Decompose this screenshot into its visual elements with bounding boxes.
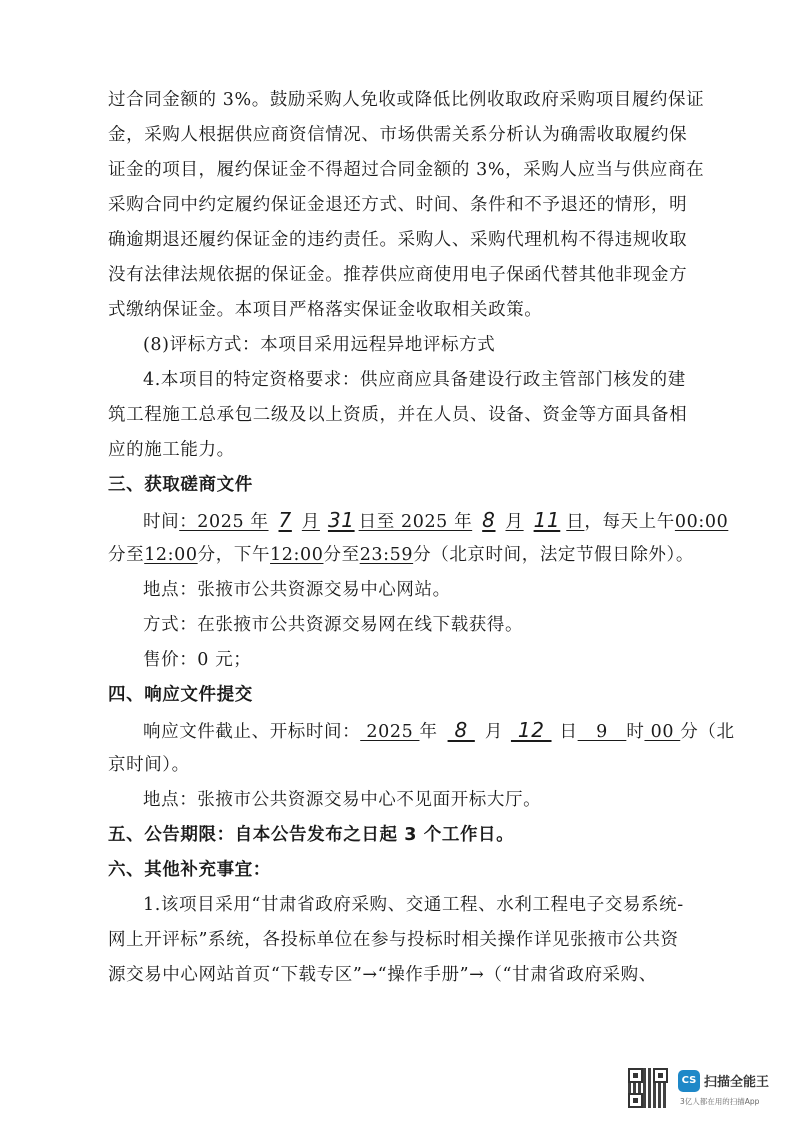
text-line: 4.本项目的特定资格要求：供应商应具备建设行政主管部门核发的建 bbox=[143, 370, 686, 390]
acquisition-time-cont bbox=[108, 543, 693, 567]
afternoon-start: 12:00 bbox=[270, 545, 324, 565]
deadline-minute: 00 bbox=[644, 722, 681, 742]
text-fragment: 分至 bbox=[108, 545, 145, 565]
submission-deadline bbox=[143, 718, 735, 744]
deadline-day: 12 bbox=[510, 718, 552, 742]
month-label: 月 bbox=[505, 512, 524, 532]
section-heading: 六、其他补充事宜： bbox=[108, 860, 271, 880]
evaluation-method: (8)评标方式：本项目采用远程异地评标方式 bbox=[143, 335, 496, 355]
end-day: 11 bbox=[533, 508, 561, 532]
time-tail: ，每天上午 bbox=[584, 512, 675, 532]
watermark-tagline: 3亿人都在用的扫描App bbox=[680, 1097, 760, 1106]
text-fragment: 分至 bbox=[323, 545, 360, 565]
acquisition-price: 售价：0 元； bbox=[143, 650, 252, 670]
opening-location: 地点：张掖市公共资源交易中心不见面开标大厅。 bbox=[143, 790, 542, 810]
acquisition-time bbox=[143, 508, 729, 534]
watermark-name: 扫描全能王 bbox=[704, 1075, 770, 1090]
end-month: 8 bbox=[482, 508, 496, 532]
text-line: 网上开评标”系统，各投标单位在参与投标时相关操作详见张掖市公共资 bbox=[108, 930, 679, 950]
text-fragment: 分（北京时间，法定节假日除外）。 bbox=[413, 545, 694, 565]
month-label: 月 bbox=[484, 722, 503, 742]
afternoon-end: 23:59 bbox=[359, 545, 414, 565]
morning-start: 00:00 bbox=[674, 512, 729, 532]
day-label: 日 bbox=[566, 512, 585, 532]
deadline-month: 8 bbox=[447, 718, 475, 742]
section-heading: 三、获取磋商文件 bbox=[108, 475, 253, 495]
deadline-hour: 9 bbox=[577, 722, 627, 742]
section-heading: 四、响应文件提交 bbox=[108, 685, 253, 705]
deadline-year: 2025 bbox=[360, 722, 420, 742]
text-fragment: 分，下午 bbox=[197, 545, 271, 565]
time-prefix: 时间 bbox=[143, 512, 180, 532]
hour-label: 时 bbox=[626, 722, 645, 742]
start-month: 7 bbox=[278, 508, 292, 532]
text-line: 源交易中心网站首页“下载专区”→“操作手册”→（“甘肃省政府采购、 bbox=[108, 965, 657, 985]
text-line: 确逾期退还履约保证金的违约责任。采购人、采购代理机构不得违规收取 bbox=[108, 230, 688, 250]
text-line: 1.该项目采用“甘肃省政府采购、交通工程、水利工程电子交易系统- bbox=[143, 895, 684, 915]
start-day: 31 bbox=[327, 508, 355, 532]
camscanner-logo-icon: CS bbox=[678, 1070, 700, 1092]
start-year: ：2025 年 bbox=[179, 512, 269, 532]
scanner-watermark bbox=[628, 1068, 778, 1110]
acquisition-method: 方式：在张掖市公共资源交易网在线下载获得。 bbox=[143, 615, 524, 635]
text-line: 筑工程施工总承包二级及以上资质，并在人员、设备、资金等方面具备相 bbox=[108, 405, 688, 425]
month-label: 月 bbox=[301, 512, 320, 532]
text-line: 京时间）。 bbox=[108, 755, 190, 775]
text-line: 采购合同中约定履约保证金退还方式、时间、条件和不予退还的情形，明 bbox=[108, 195, 688, 215]
text-line: 过合同金额的 3%。鼓励采购人免收或降低比例收取政府采购项目履约保证 bbox=[108, 90, 705, 110]
qr-code-icon bbox=[628, 1068, 668, 1108]
section-heading: 五、公告期限：自本公告发布之日起 3 个工作日。 bbox=[108, 825, 515, 845]
text-line: 证金的项目，履约保证金不得超过合同金额的 3%，采购人应当与供应商在 bbox=[108, 160, 705, 180]
acquisition-location: 地点：张掖市公共资源交易中心网站。 bbox=[143, 580, 451, 600]
text-line: 金，采购人根据供应商资信情况、市场供需关系分析认为确需收取履约保 bbox=[108, 125, 688, 145]
text-line: 没有法律法规依据的保证金。推荐供应商使用电子保函代替其他非现金方 bbox=[108, 265, 688, 285]
morning-end: 12:00 bbox=[144, 545, 198, 565]
year-label: 年 bbox=[419, 722, 438, 742]
end-year: 日至 2025 年 bbox=[358, 512, 473, 532]
deadline-prefix: 响应文件截止、开标时间： bbox=[143, 722, 361, 742]
day-label: 日 bbox=[559, 722, 578, 742]
minute-label: 分（北 bbox=[680, 722, 735, 742]
text-line: 应的施工能力。 bbox=[108, 440, 235, 460]
text-line: 式缴纳保证金。本项目严格落实保证金收取相关政策。 bbox=[108, 300, 543, 320]
